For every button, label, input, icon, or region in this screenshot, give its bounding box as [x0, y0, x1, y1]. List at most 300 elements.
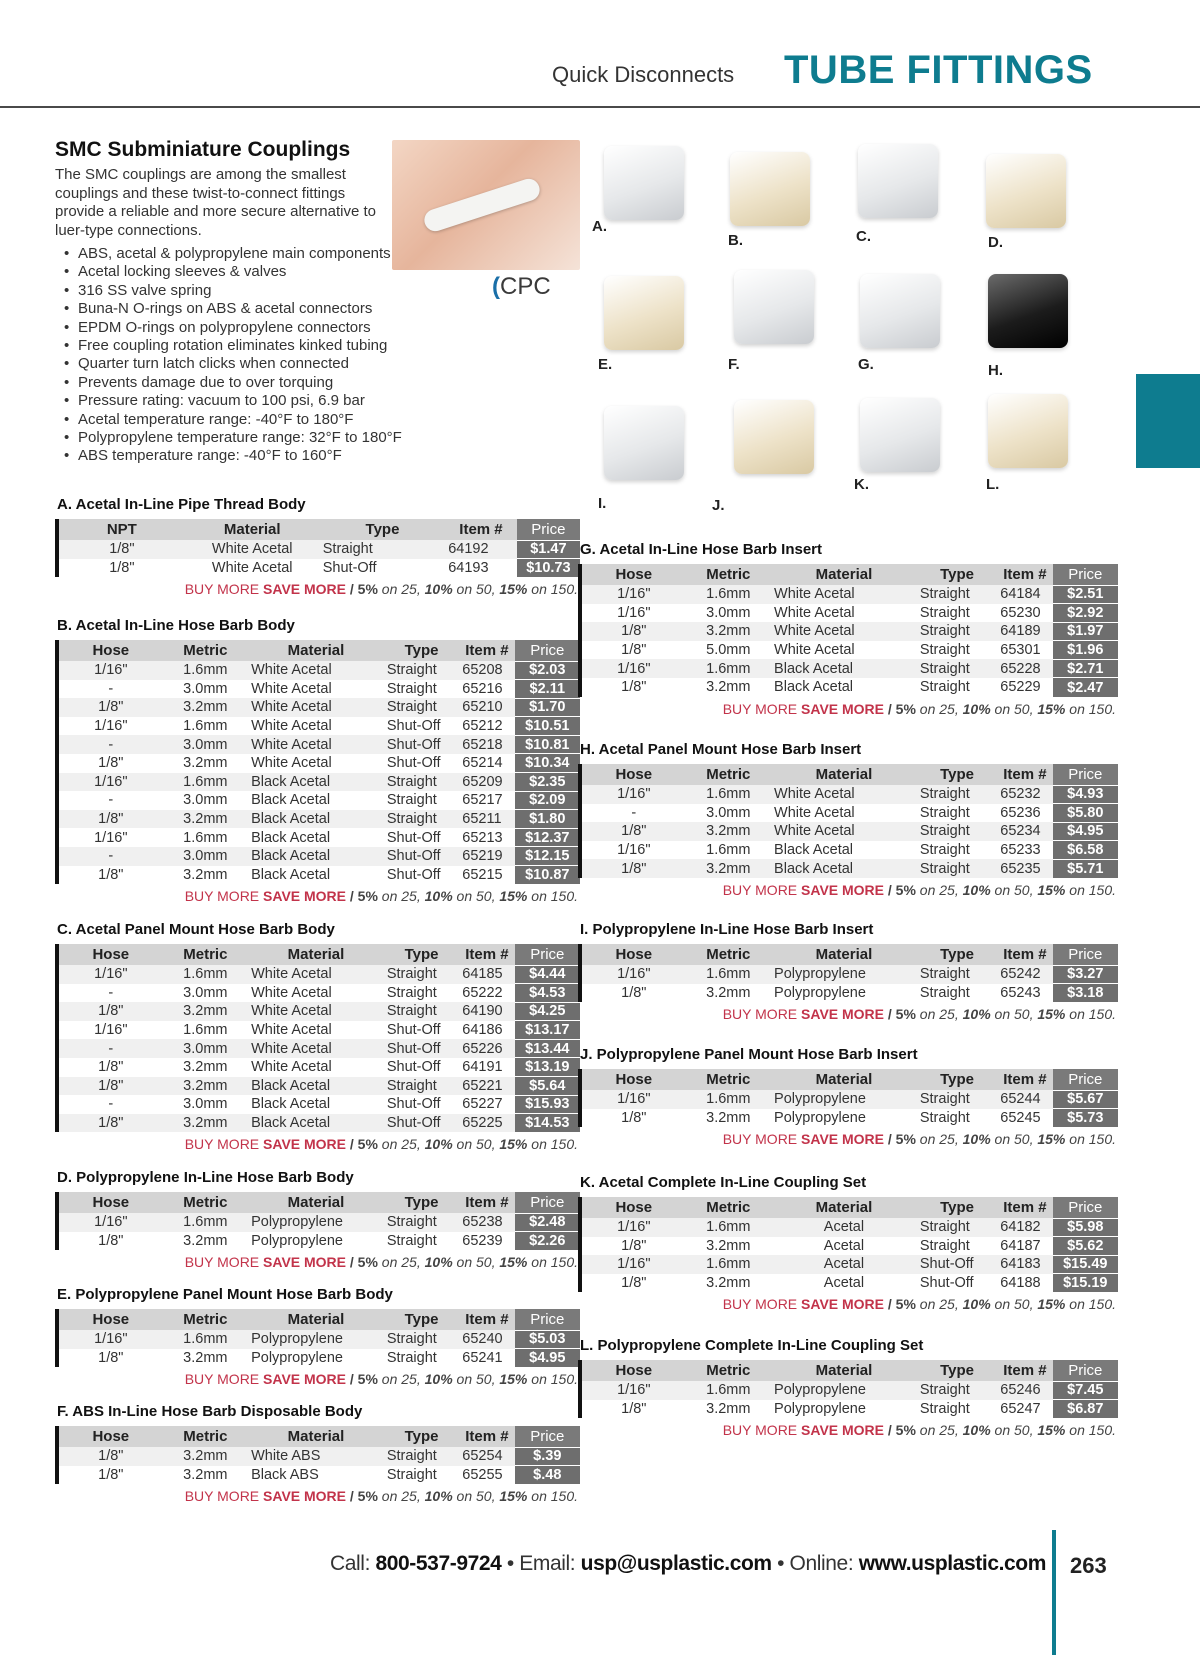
table-cell: 1/8" [621, 1109, 647, 1126]
table-cell: Black Acetal [248, 1114, 384, 1133]
table-cell: Straight [919, 642, 970, 659]
column-header: Item # [459, 944, 514, 965]
footer-phone[interactable]: 800-537-9724 [375, 1552, 502, 1575]
table-cell: 1/8" [580, 622, 686, 641]
buy-more-promo: BUY MORE SAVE MORE / 5% on 25, 10% on 50, 15% on 150. [722, 1006, 1116, 1023]
price-cell: $4.95 [1053, 822, 1118, 841]
column-header: Metric [686, 1360, 771, 1381]
table-row [57, 984, 580, 1003]
table-cell: 64186 [462, 1022, 503, 1039]
table-cell: 65213 [462, 829, 503, 846]
table-cell: Black Acetal [771, 859, 917, 878]
table-row [57, 866, 580, 885]
table-cell: 64187 [1000, 1237, 1041, 1254]
table-cell: Straight [919, 1400, 970, 1417]
table-cell: Straight [386, 1466, 437, 1483]
footer-website[interactable]: www.usplastic.com [858, 1552, 1047, 1575]
price-table-j [578, 1069, 1118, 1127]
table-cell: - [108, 984, 114, 1001]
table-cell: 64190 [459, 1002, 514, 1021]
column-header: Type [917, 764, 997, 785]
column-header: Price [517, 519, 580, 540]
table-cell: 1.6mm [706, 842, 751, 859]
table-cell: 1/8" [98, 1466, 124, 1483]
table-cell: 1/8" [98, 755, 124, 772]
table-cell: 65244 [997, 1090, 1052, 1109]
price-cell: $2.03 [515, 661, 580, 680]
table-cell: 1/16" [580, 1090, 686, 1109]
table-cell: 1/16" [617, 604, 651, 621]
price-cell: $5.62 [1053, 1237, 1118, 1256]
table-cell: 1/8" [57, 698, 163, 717]
column-header: Item # [459, 1426, 514, 1447]
table-cell: Straight [384, 1077, 459, 1096]
table-cell: Black Acetal [251, 866, 331, 883]
section-title-j: J. Polypropylene Panel Mount Hose Barb Insert [580, 1046, 918, 1063]
table-cell: 1.6mm [163, 773, 248, 792]
table-cell: 1.6mm [686, 659, 771, 678]
price-cell: $10.34 [515, 754, 580, 773]
price-cell: $5.71 [1053, 859, 1118, 878]
table-cell: Polypropylene [251, 1349, 343, 1366]
column-header: Material [771, 1069, 917, 1090]
table-cell: 65212 [462, 718, 503, 735]
table-row [580, 1274, 1118, 1293]
table-cell: 65219 [459, 847, 514, 866]
table-cell: 1.6mm [183, 829, 228, 846]
table-cell: Black Acetal [248, 773, 384, 792]
column-header: Material [248, 1192, 384, 1213]
price-cell: $4.95 [515, 1349, 580, 1368]
column-header: Metric [686, 564, 771, 585]
table-cell: 64185 [459, 965, 514, 984]
table-cell: 65230 [1000, 604, 1041, 621]
table-cell: 3.2mm [183, 1349, 228, 1366]
price-cell: $10.81 [515, 735, 580, 754]
column-header: Hose [580, 764, 686, 785]
table-cell: 1.6mm [163, 965, 248, 984]
table-cell: 65208 [459, 661, 514, 680]
table-cell: Straight [917, 622, 997, 641]
column-header: Item # [997, 944, 1052, 965]
fitting-photo-i [592, 398, 697, 493]
column-header: Type [384, 1426, 459, 1447]
photo-label: B. [728, 232, 743, 249]
table-cell: Straight [919, 1237, 970, 1254]
table-cell: 65229 [1000, 679, 1041, 696]
footer-email[interactable]: usp@usplastic.com [580, 1552, 772, 1575]
table-cell: Black Acetal [251, 829, 331, 846]
table-cell: 1/16" [580, 1255, 686, 1274]
table-cell: Straight [384, 810, 459, 829]
footer-call-label: Call: [330, 1552, 376, 1575]
table-cell: White ABS [248, 1447, 384, 1466]
fitting-photo-e [592, 268, 697, 363]
feature-item: • ABS, acetal & polypropylene main components [64, 245, 484, 263]
price-table-f [55, 1426, 580, 1484]
table-cell: 1/16" [580, 1381, 686, 1400]
price-cell: $2.92 [1053, 604, 1118, 623]
table-cell: 3.0mm [183, 1096, 228, 1113]
table-cell: Acetal [823, 1275, 865, 1292]
table-row [580, 1255, 1118, 1274]
price-cell: $15.93 [515, 1095, 580, 1114]
table-cell: 3.0mm [706, 604, 751, 621]
feature-item: • Prevents damage due to over torquing [64, 374, 484, 392]
price-table-i [578, 944, 1118, 1002]
table-cell: 65301 [1000, 642, 1041, 659]
table-cell: 65214 [462, 755, 503, 772]
table-cell: 64184 [997, 585, 1052, 604]
fitting-photo-h [976, 266, 1081, 361]
table-cell: Black Acetal [248, 847, 384, 866]
fitting-photo-f [722, 262, 827, 357]
table-cell: Black ABS [251, 1466, 319, 1483]
table-cell: Black Acetal [251, 792, 331, 809]
buy-more-promo: BUY MORE SAVE MORE / 5% on 25, 10% on 50, 15% on 150. [184, 1136, 578, 1153]
column-header: Material [771, 564, 917, 585]
table-row [57, 791, 580, 810]
table-cell: 1/8" [621, 984, 647, 1001]
price-cell: $10.51 [515, 717, 580, 736]
intro-text: The SMC couplings are among the smallest couplings and these twist-to-connect fittings provide a reliable and more secure alternative to luer-type connections. [55, 166, 377, 239]
table-cell: Straight [917, 659, 997, 678]
table-row [580, 1381, 1118, 1400]
feature-item: • Polypropylene temperature range: 32°F to 180°F [64, 429, 484, 447]
table-cell: 64189 [997, 622, 1052, 641]
table-cell: Black Acetal [774, 679, 854, 696]
table-cell: 65235 [997, 859, 1052, 878]
table-row [580, 1109, 1118, 1128]
section-title-e: E. Polypropylene Panel Mount Hose Barb Body [57, 1286, 393, 1303]
buy-more-promo: BUY MORE SAVE MORE / 5% on 25, 10% on 50, 15% on 150. [722, 1296, 1116, 1313]
table-cell: 1/8" [621, 679, 647, 696]
price-cell: $5.67 [1053, 1090, 1118, 1109]
table-row [57, 773, 580, 792]
feature-item: • Free coupling rotation eliminates kinked tubing [64, 337, 484, 355]
table-cell: Acetal [771, 1218, 917, 1237]
buy-more-promo: BUY MORE SAVE MORE / 5% on 25, 10% on 50, 15% on 150. [184, 1254, 578, 1271]
table-row [57, 810, 580, 829]
table-cell: Straight [919, 984, 970, 1001]
table-row [580, 859, 1118, 878]
table-cell: 3.2mm [163, 1077, 248, 1096]
table-cell: Straight [320, 540, 445, 559]
table-cell: 3.0mm [163, 847, 248, 866]
table-cell: 65218 [459, 735, 514, 754]
table-cell: - [57, 847, 163, 866]
column-header: Price [1053, 1197, 1118, 1218]
price-cell: $.48 [515, 1466, 580, 1485]
section-title-b: B. Acetal In-Line Hose Barb Body [57, 617, 295, 634]
table-row [57, 965, 580, 984]
table-cell: 65247 [1000, 1400, 1041, 1417]
table-cell: Straight [384, 1213, 459, 1232]
fitting-photo-l [976, 386, 1081, 481]
table-row [57, 540, 580, 559]
fitting-photo-c [846, 136, 951, 231]
footer-online-label: • Online: [771, 1552, 859, 1575]
table-cell: 1/16" [94, 1022, 128, 1039]
table-row [57, 735, 580, 754]
table-cell: 3.0mm [183, 984, 228, 1001]
table-row [580, 1237, 1118, 1256]
table-cell: White Acetal [771, 822, 917, 841]
photo-label: G. [858, 356, 874, 373]
table-cell: 3.2mm [183, 1466, 228, 1483]
table-cell: Straight [917, 1090, 997, 1109]
column-header: Metric [163, 1426, 248, 1447]
price-cell: $4.53 [515, 984, 580, 1003]
column-header: Metric [163, 640, 248, 661]
table-cell: Straight [919, 1109, 970, 1126]
table-cell: Black Acetal [248, 810, 384, 829]
table-row [580, 641, 1118, 660]
column-header: Material [185, 519, 320, 540]
table-row [580, 785, 1118, 804]
column-header: Type [384, 640, 459, 661]
price-cell: $1.70 [515, 698, 580, 717]
buy-more-promo: BUY MORE SAVE MORE / 5% on 25, 10% on 50, 15% on 150. [184, 888, 578, 905]
intro [55, 138, 385, 240]
table-cell: White Acetal [771, 622, 917, 641]
price-cell: $1.47 [517, 540, 580, 559]
column-header: Price [515, 1192, 580, 1213]
photo-label: L. [986, 476, 1000, 493]
feature-item: • Pressure rating: vacuum to 100 psi, 6.9 bar [64, 392, 484, 410]
table-row [57, 698, 580, 717]
table-cell: Straight [917, 859, 997, 878]
price-table-d [55, 1192, 580, 1250]
column-header: Price [1053, 564, 1118, 585]
table-cell: Straight [917, 1218, 997, 1237]
table-cell: 64182 [997, 1218, 1052, 1237]
column-header: Hose [580, 1360, 686, 1381]
table-cell: 64188 [1000, 1275, 1041, 1292]
table-cell: 1/16" [580, 659, 686, 678]
table-cell: 65227 [462, 1096, 503, 1113]
price-table-h [578, 764, 1118, 878]
column-header: Material [248, 1426, 384, 1447]
feature-item: • Acetal temperature range: -40°F to 180°F [64, 411, 484, 429]
column-header: Hose [580, 564, 686, 585]
section-title-k: K. Acetal Complete In-Line Coupling Set [580, 1174, 867, 1191]
price-cell: $1.97 [1053, 622, 1118, 641]
table-cell: 65243 [1000, 984, 1041, 1001]
table-cell: Straight [384, 1330, 459, 1349]
table-cell: Shut-Off [384, 1114, 459, 1133]
table-cell: Straight [386, 1232, 437, 1249]
table-row [57, 1021, 580, 1040]
table-cell: Shut-Off [917, 1255, 997, 1274]
table-cell: 1/8" [98, 1349, 124, 1366]
photo-label: A. [592, 218, 607, 235]
table-cell: 1/8" [57, 540, 185, 559]
table-cell: 1/8" [57, 1077, 163, 1096]
header-title: TUBE FITTINGS [784, 48, 1093, 92]
table-cell: Shut-Off [384, 1039, 459, 1058]
table-cell: 64183 [997, 1255, 1052, 1274]
photo-label: J. [712, 497, 725, 514]
table-cell: 1/16" [580, 1218, 686, 1237]
table-cell: Black Acetal [251, 1096, 331, 1113]
photo-label: F. [728, 356, 740, 373]
table-cell: Polypropylene [248, 1330, 384, 1349]
price-cell: $13.44 [515, 1039, 580, 1058]
header-divider [0, 106, 1200, 108]
table-cell: Straight [386, 1349, 437, 1366]
footer-email-label: • Email: [501, 1552, 581, 1575]
table-cell: 65246 [997, 1381, 1052, 1400]
table-cell: White Acetal [185, 540, 320, 559]
feature-item: • 316 SS valve spring [64, 282, 484, 300]
table-cell: Straight [384, 773, 459, 792]
table-cell: 1/8" [57, 1002, 163, 1021]
table-cell: White Acetal [771, 585, 917, 604]
table-cell: 1/16" [57, 773, 163, 792]
column-header: Price [515, 640, 580, 661]
price-cell: $3.18 [1053, 984, 1118, 1003]
table-cell: 5.0mm [706, 642, 751, 659]
price-cell: $2.26 [515, 1232, 580, 1251]
price-cell: $2.47 [1053, 678, 1118, 697]
column-header: Item # [997, 564, 1052, 585]
price-cell: $12.37 [515, 828, 580, 847]
table-cell: Shut-Off [386, 1059, 441, 1076]
table-cell: 1.6mm [686, 1381, 771, 1400]
buy-more-promo: BUY MORE SAVE MORE / 5% on 25, 10% on 50, 15% on 150. [722, 1422, 1116, 1439]
column-header: Hose [57, 640, 163, 661]
price-cell: $5.03 [515, 1330, 580, 1349]
column-header: Metric [686, 1197, 771, 1218]
photo-label: I. [598, 495, 607, 512]
table-cell: 1/8" [57, 810, 163, 829]
price-cell: $15.19 [1053, 1274, 1118, 1293]
table-cell: 64193 [448, 559, 489, 576]
table-cell: 1.6mm [686, 1218, 771, 1237]
table-cell: Black Acetal [248, 1077, 384, 1096]
price-table-k [578, 1197, 1118, 1292]
table-cell: Straight [386, 680, 437, 697]
price-table-c [55, 944, 580, 1132]
column-header: Material [248, 640, 384, 661]
table-cell: 65211 [459, 810, 514, 829]
table-cell: - [108, 1096, 114, 1113]
table-cell: 1.6mm [163, 1213, 248, 1232]
table-cell: White Acetal [248, 661, 384, 680]
column-header: Hose [57, 1192, 163, 1213]
intro-title: SMC Subminiature Couplings [55, 138, 351, 161]
table-row [580, 804, 1118, 823]
page-number: 263 [1070, 1553, 1107, 1578]
table-cell: 3.0mm [163, 1039, 248, 1058]
table-cell: Polypropylene [248, 1213, 384, 1232]
table-cell: 65221 [459, 1077, 514, 1096]
column-header: Hose [580, 1069, 686, 1090]
section-title-f: F. ABS In-Line Hose Barb Disposable Body [57, 1403, 363, 1420]
price-cell: $2.09 [515, 791, 580, 810]
price-table-b [55, 640, 580, 884]
table-cell: 1.6mm [163, 661, 248, 680]
table-row [57, 1077, 580, 1096]
table-cell: 1/16" [57, 661, 163, 680]
table-cell: 65236 [1000, 804, 1041, 821]
price-cell: $4.25 [515, 1002, 580, 1021]
column-header: Price [515, 1426, 580, 1447]
table-cell: 3.2mm [183, 866, 228, 883]
photo-label: K. [854, 476, 869, 493]
table-cell: Straight [384, 661, 459, 680]
table-cell: Polypropylene [771, 1090, 917, 1109]
table-cell: Straight [919, 842, 970, 859]
column-header: Type [917, 1197, 997, 1218]
price-cell: $13.17 [515, 1021, 580, 1040]
column-header: Material [771, 944, 917, 965]
footer-contact [330, 1552, 1046, 1576]
table-cell: Shut-Off [386, 1022, 441, 1039]
column-header: Item # [997, 1197, 1052, 1218]
price-cell: $4.93 [1053, 785, 1118, 804]
table-row [57, 1330, 580, 1349]
table-cell: Straight [386, 984, 437, 1001]
table-row [57, 1002, 580, 1021]
table-cell: 3.2mm [686, 859, 771, 878]
table-cell: Shut-Off [322, 559, 377, 576]
table-cell: 1.6mm [686, 1255, 771, 1274]
table-row [57, 1213, 580, 1232]
table-cell: - [108, 792, 114, 809]
table-cell: 1.6mm [183, 718, 228, 735]
section-title-g: G. Acetal In-Line Hose Barb Insert [580, 541, 822, 558]
column-header: Type [917, 1069, 997, 1090]
column-header: Price [1053, 764, 1118, 785]
table-row [580, 604, 1118, 623]
column-header: Material [248, 944, 384, 965]
photo-label: C. [856, 228, 871, 245]
table-cell: 65233 [1000, 842, 1041, 859]
feature-item: • Buna-N O-rings on ABS & acetal connectors [64, 300, 484, 318]
section-title-i: I. Polypropylene In-Line Hose Barb Insert [580, 921, 874, 938]
table-cell: White Acetal [251, 984, 332, 1001]
table-row [57, 661, 580, 680]
price-cell: $15.49 [1053, 1255, 1118, 1274]
column-header: Hose [580, 944, 686, 965]
column-header: Type [917, 944, 997, 965]
table-cell: Shut-Off [386, 718, 441, 735]
table-cell: White Acetal [251, 755, 332, 772]
table-cell: 65215 [462, 866, 503, 883]
table-cell: Straight [386, 792, 437, 809]
table-cell: 3.2mm [706, 1109, 751, 1126]
column-header: Item # [997, 1069, 1052, 1090]
table-cell: Polypropylene [771, 965, 917, 984]
table-row [57, 680, 580, 699]
table-cell: 1/16" [94, 718, 128, 735]
table-cell: 1/16" [580, 965, 686, 984]
table-cell: White Acetal [251, 1059, 332, 1076]
section-tab [1136, 374, 1200, 468]
column-header: Price [515, 944, 580, 965]
table-cell: 1/16" [617, 842, 651, 859]
price-cell: $7.45 [1053, 1381, 1118, 1400]
table-cell: 3.0mm [183, 792, 228, 809]
table-cell: 65239 [462, 1232, 503, 1249]
column-header: NPT [57, 519, 185, 540]
table-row [57, 559, 580, 578]
feature-item: • ABS temperature range: -40°F to 160°F [64, 447, 484, 465]
column-header: Price [1053, 1360, 1118, 1381]
table-cell: 3.2mm [163, 1447, 248, 1466]
